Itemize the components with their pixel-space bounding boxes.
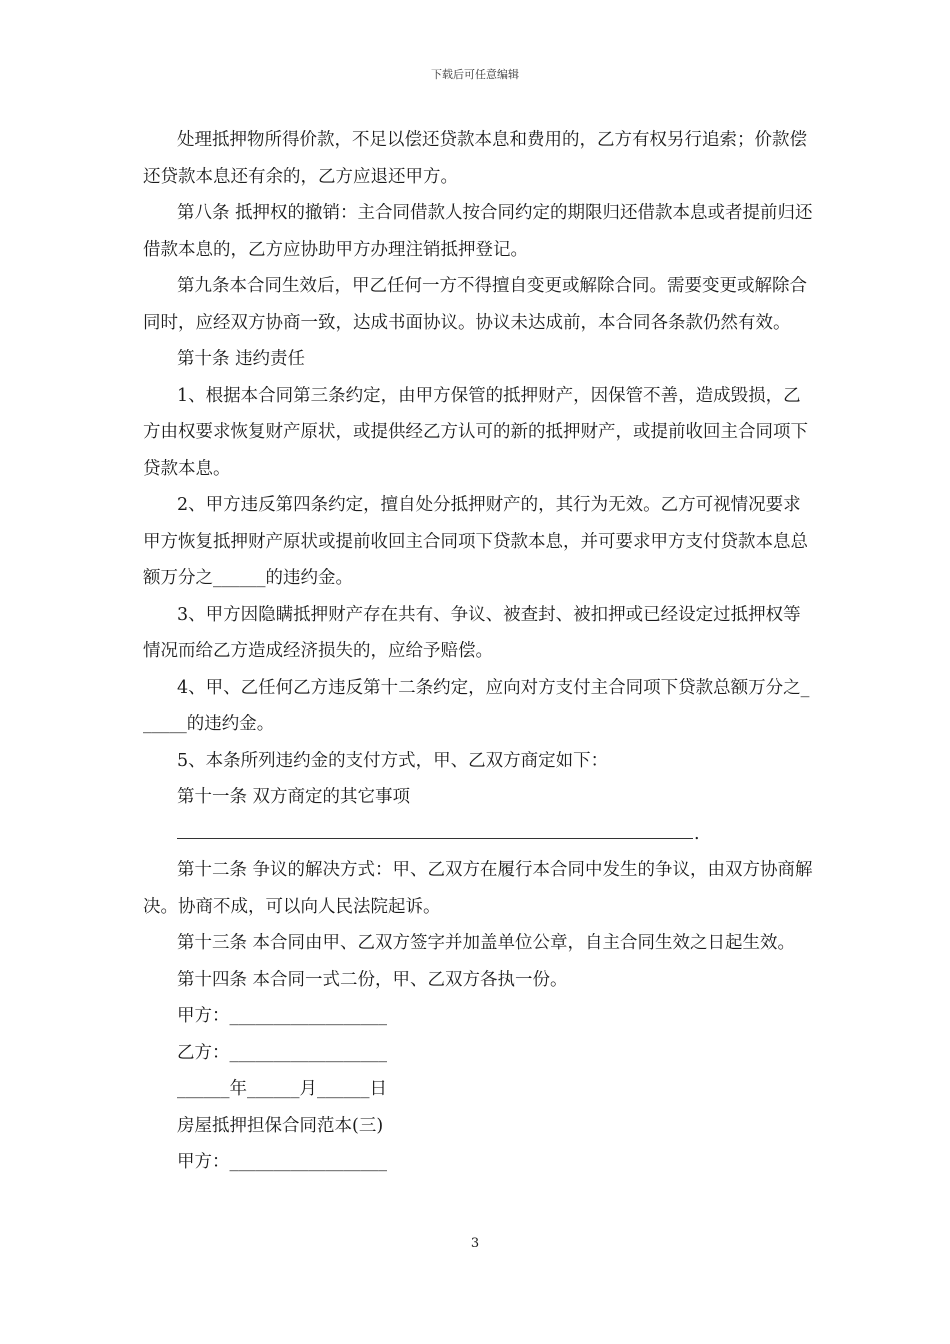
paragraph: 第九条本合同生效后，甲乙任何一方不得擅自变更或解除合同。需要变更或解除合同时，应经双方协商一致，达成书面协议。协议未达成前，本合同各条款仍然有效。 [143,276,807,333]
date-line: ______年______月______日 [177,1079,387,1099]
page-number: 3 [470,1236,480,1251]
paragraph: 1、根据本合同第三条约定，由甲方保管的抵押财产，因保管不善，造成毁损，乙方由权要求恢复财产原状，或提供经乙方认可的新的抵押财产，或提前收回主合同项下贷款本息。 [143,385,808,479]
next-contract-title: 房屋抵押担保合同范本(三) [177,1115,384,1136]
paragraph: 第八条 抵押权的撤销：主合同借款人按合同约定的期限归还借款本息或者提前归还借款本息的，乙方应协助甲方办理注销抵押登记。 [143,203,813,260]
party-b-signature: 乙方：__________________ [177,1042,387,1063]
blank-line-end: . [694,823,700,844]
party-a-signature: 甲方：__________________ [177,1006,387,1026]
paragraph: 处理抵押物所得价款，不足以偿还贷款本息和费用的，乙方有权另行追索；价款偿还贷款本息还有余的，乙方应退还甲方。 [143,130,807,187]
section-heading: 第十条 违约责任 [177,349,306,369]
paragraph: 第十四条 本合同一式二份，甲、乙双方各执一份。 [177,969,568,990]
section-heading: 第十一条 双方商定的其它事项 [177,787,411,807]
paragraph: 4、甲、乙任何乙方违反第十二条约定，应向对方支付主合同项下贷款总额万分之______的违约金。 [143,677,810,734]
paragraph: 2、甲方违反第四条约定，擅自处分抵押财产的，其行为无效。乙方可视情况要求甲方恢复抵押财产原状或提前收回主合同项下贷款本息，并可要求甲方支付贷款本息总额万分之______的违约金。 [143,495,808,588]
paragraph: 第十二条 争议的解决方式：甲、乙双方在履行本合同中发生的争议，由双方协商解决。协商不成，可以向人民法院起诉。 [143,860,813,917]
document-body [143,122,813,1181]
page-header: 下载后可任意编辑 [431,68,519,81]
paragraph: 3、甲方因隐瞒抵押财产存在共有、争议、被查封、被扣押或已经设定过抵押权等情况而给乙方造成经济损失的，应给予赔偿。 [143,604,801,661]
paragraph: 5、本条所列违约金的支付方式，甲、乙双方商定如下： [177,750,609,771]
blank-underline [177,816,693,839]
paragraph: 第十三条 本合同由甲、乙双方签字并加盖单位公章，自主合同生效之日起生效。 [177,933,796,953]
party-a-signature-2: 甲方：__________________ [177,1152,387,1172]
fill-in-blank-line [143,816,813,853]
